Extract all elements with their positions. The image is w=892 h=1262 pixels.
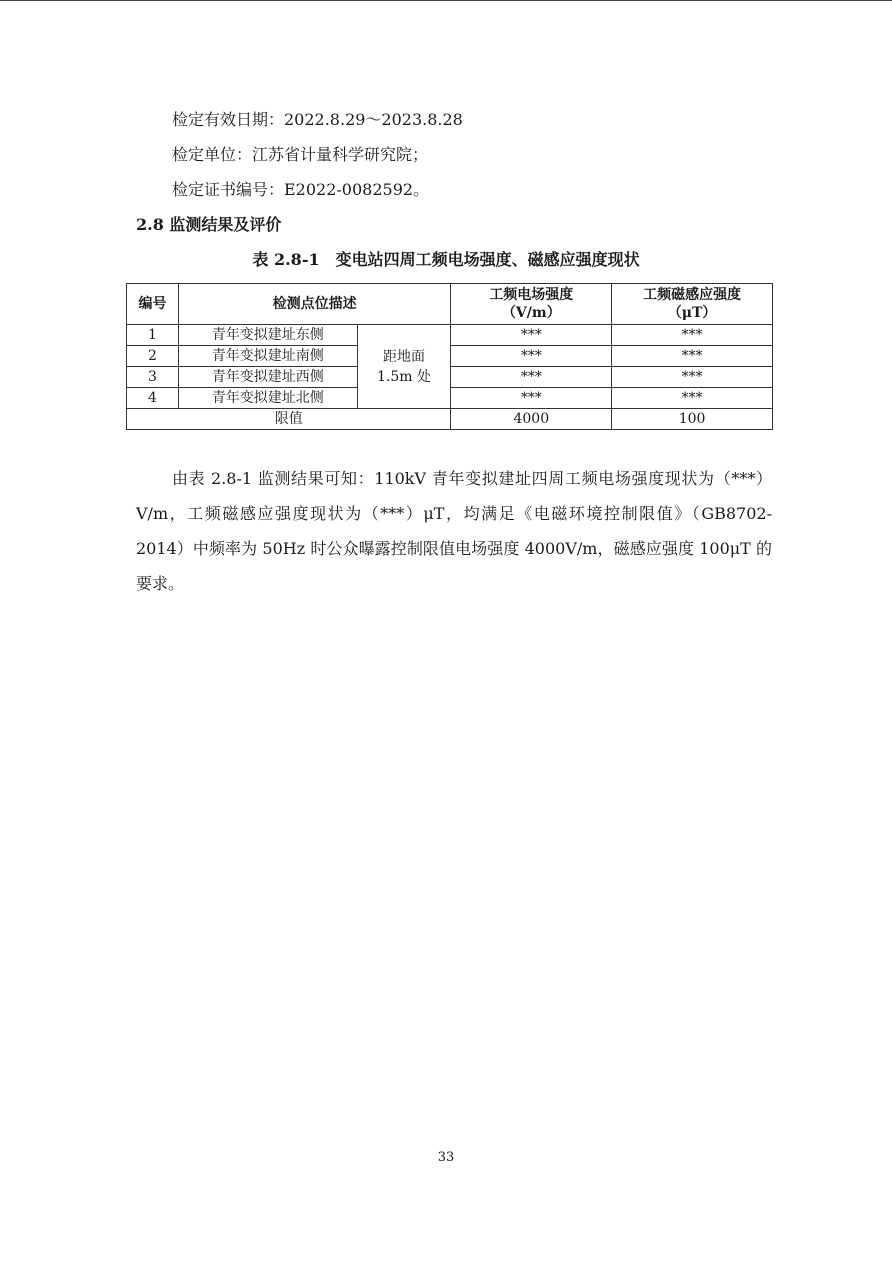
header-electric-line2: （V/m）	[501, 305, 561, 321]
header-magnetic-line1: 工频磁感应强度	[643, 287, 742, 303]
cell-electric: ***	[451, 388, 612, 409]
table-row	[127, 325, 773, 346]
cell-electric: ***	[451, 346, 612, 367]
calibration-certificate-no: 检定证书编号：E2022-0082592。	[172, 180, 430, 199]
height-note-line1: 距地面	[382, 348, 425, 365]
page-top-border	[0, 0, 892, 1]
cell-no: 4	[127, 388, 179, 409]
header-electric-line1: 工频电场强度	[489, 287, 574, 303]
cell-height-note	[357, 325, 451, 409]
header-desc: 检测点位描述	[178, 284, 451, 325]
header-magnetic	[612, 284, 773, 325]
conclusion-paragraph: 由表 2.8-1 监测结果可知：110kV 青年变拟建址四周工频电场强度现状为（***）V/m，工频磁感应强度现状为（***）μT，均满足《电磁环境控制限值》（GB8702-2014）中频率为 50Hz 时公众曝露控制限值电场强度 4000V/m，磁感应强度 100μT 的要求。	[136, 469, 772, 593]
cell-desc: 青年变拟建址西侧	[178, 367, 357, 388]
height-note-line2: 1.5m 处	[376, 368, 431, 385]
cell-desc: 青年变拟建址南侧	[178, 346, 357, 367]
cell-magnetic: ***	[612, 325, 773, 346]
header-magnetic-line2: （μT）	[667, 305, 717, 321]
limit-magnetic: 100	[612, 409, 773, 430]
section-heading: 2.8 监测结果及评价	[136, 215, 282, 234]
limit-label: 限值	[127, 409, 451, 430]
limit-row	[127, 409, 773, 430]
table-header-row	[127, 284, 773, 325]
cell-magnetic: ***	[612, 388, 773, 409]
cell-magnetic: ***	[612, 346, 773, 367]
header-no: 编号	[127, 284, 179, 325]
cell-electric: ***	[451, 367, 612, 388]
table-title: 表 2.8-1 变电站四周工频电场强度、磁感应强度现状	[252, 250, 640, 269]
cell-no: 2	[127, 346, 179, 367]
cell-no: 3	[127, 367, 179, 388]
cell-magnetic: ***	[612, 367, 773, 388]
cell-electric: ***	[451, 325, 612, 346]
monitoring-table	[126, 283, 773, 430]
page-number: 33	[437, 1150, 455, 1165]
calibration-unit: 检定单位：江苏省计量科学研究院；	[172, 145, 429, 164]
cell-no: 1	[127, 325, 179, 346]
header-electric	[451, 284, 612, 325]
calibration-valid-date: 检定有效日期：2022.8.29～2023.8.28	[172, 110, 463, 129]
limit-electric: 4000	[451, 409, 612, 430]
cell-desc: 青年变拟建址北侧	[178, 388, 357, 409]
cell-desc: 青年变拟建址东侧	[178, 325, 357, 346]
